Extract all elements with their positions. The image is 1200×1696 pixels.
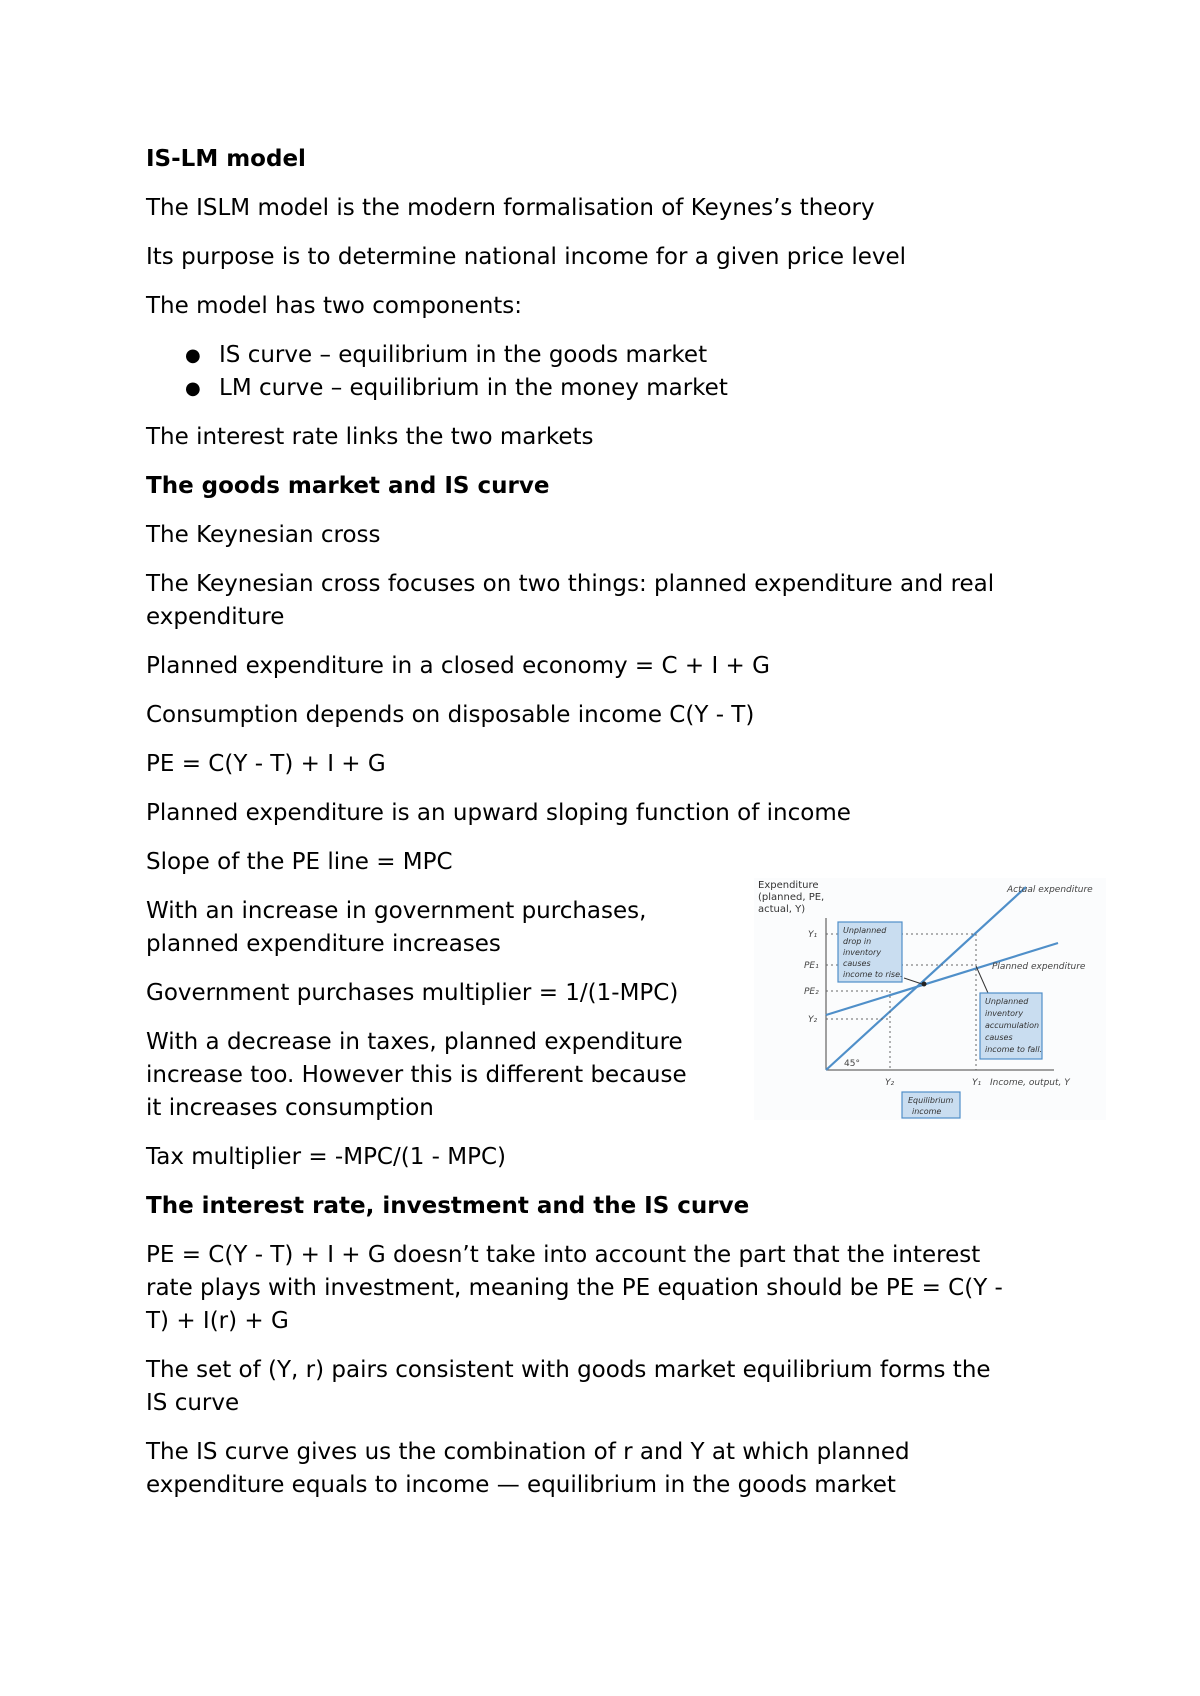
keynesian-cross-figure (754, 878, 1106, 1120)
keynesian-cross-diagram (754, 878, 1106, 1120)
paragraph: The ISLM model is the modern formalisation of Keynes’s theory (146, 195, 875, 221)
angle-label: 45° (844, 1059, 860, 1069)
pointer-line (904, 978, 922, 984)
list-item: IS curve – equilibrium in the goods market (219, 342, 708, 368)
bullet-icon: ● (185, 378, 201, 399)
ytick-label: Y₂ (808, 1015, 818, 1025)
list-item: LM curve – equilibrium in the money market (219, 375, 728, 401)
paragraph: expenditure equals to income — equilibrium in the goods market (146, 1472, 896, 1498)
actual-expenditure-label: Actual expenditure (1007, 885, 1093, 895)
paragraph: planned expenditure increases (146, 931, 501, 957)
paragraph: IS curve (146, 1390, 240, 1416)
paragraph: Slope of the PE line = MPC (146, 849, 453, 875)
ytick-label: PE₁ (804, 961, 819, 971)
paragraph: The set of (Y, r) pairs consistent with goods market equilibrium forms the (146, 1357, 991, 1383)
paragraph: it increases consumption (146, 1095, 434, 1121)
ytick-label: PE₂ (804, 987, 819, 997)
y-axis-label: Expenditure (planned, PE, actual, Y) (758, 880, 825, 915)
paragraph: Tax multiplier = -MPC/(1 - MPC) (146, 1144, 507, 1170)
equation: PE = C(Y - T) + I + G (146, 751, 386, 777)
paragraph: Consumption depends on disposable income C(Y - T) (146, 702, 755, 728)
section-heading: The interest rate, investment and the IS curve (146, 1193, 750, 1219)
paragraph: Government purchases multiplier = 1/(1-MPC) (146, 980, 679, 1006)
paragraph: increase too. However this is different because (146, 1062, 687, 1088)
paragraph: Planned expenditure is an upward sloping function of income (146, 800, 851, 826)
paragraph: Planned expenditure in a closed economy = C + I + G (146, 653, 770, 679)
paragraph: expenditure (146, 604, 285, 630)
paragraph: The model has two components: (146, 293, 523, 319)
paragraph: The interest rate links the two markets (146, 424, 594, 450)
paragraph: With a decrease in taxes, planned expenditure (146, 1029, 683, 1055)
bullet-icon: ● (185, 345, 201, 366)
paragraph: PE = C(Y - T) + I + G doesn’t take into account the part that the interest (146, 1242, 981, 1268)
planned-expenditure-label: Planned expenditure (992, 962, 1086, 972)
ytick-label: Y₁ (808, 930, 818, 940)
xtick-label: Y₂ (885, 1078, 895, 1088)
xtick-label: Y₁ (972, 1078, 982, 1088)
section-heading: The goods market and IS curve (146, 473, 550, 499)
pointer-line (976, 966, 988, 993)
paragraph: The IS curve gives us the combination of r and Y at which planned (146, 1439, 910, 1465)
paragraph: The Keynesian cross (146, 522, 381, 548)
paragraph: The Keynesian cross focuses on two things: planned expenditure and real (146, 571, 995, 597)
equilibrium-point (922, 982, 927, 987)
page-title: IS-LM model (146, 146, 306, 172)
paragraph: rate plays with investment, meaning the PE equation should be PE = C(Y - (146, 1275, 1003, 1301)
equilibrium-income-label: Equilibrium income (908, 1096, 954, 1116)
unplanned-accumulation-label: Unplanned inventory accumulation causes income to fall. (985, 997, 1043, 1054)
paragraph: T) + I(r) + G (146, 1308, 289, 1334)
x-axis-label: Income, output, Y (990, 1078, 1070, 1088)
unplanned-drop-label: Unplanned drop in inventory causes income to rise. (843, 926, 903, 979)
paragraph: Its purpose is to determine national income for a given price level (146, 244, 907, 270)
paragraph: With an increase in government purchases, (146, 898, 647, 924)
